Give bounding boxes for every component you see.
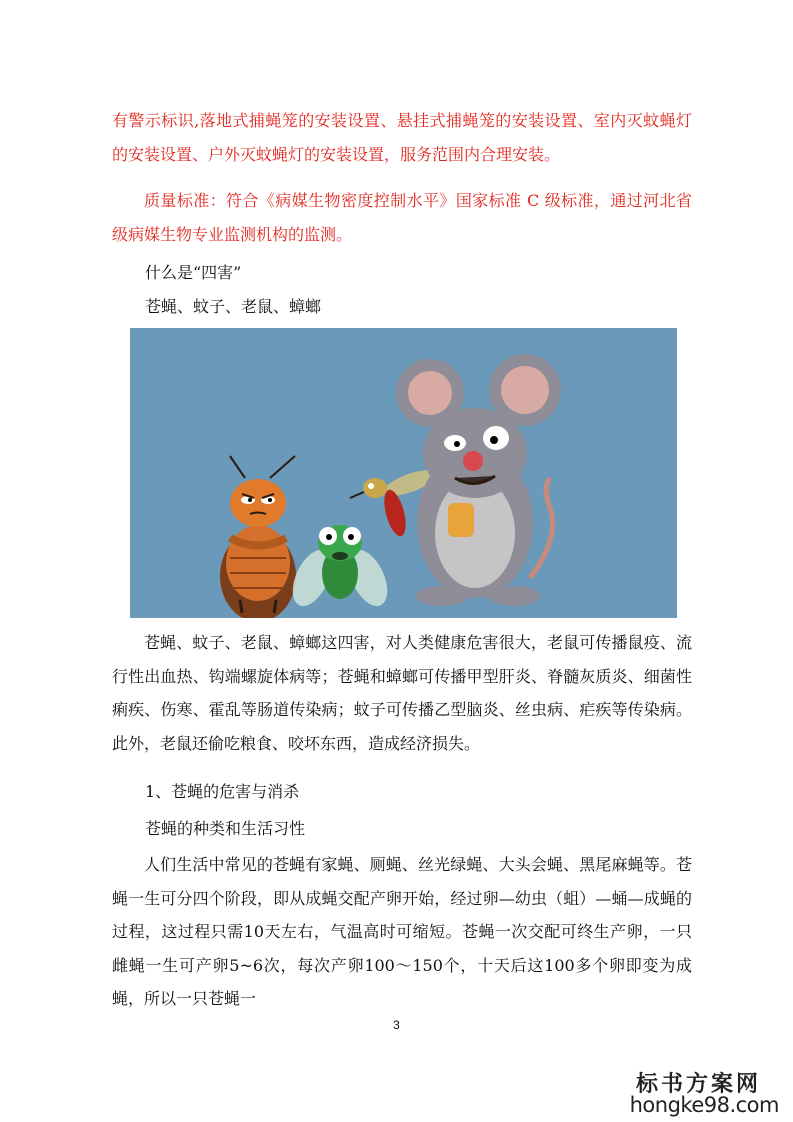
paragraph-quality-standard: 质量标准：符合《病媒生物密度控制水平》国家标准 C 级标准，通过河北省级病媒生物专业监测机构的监测。	[112, 191, 692, 244]
heading-fly-hazards: 1、苍蝇的危害与消杀	[145, 782, 300, 801]
heading-pest-list: 苍蝇、蚊子、老鼠、蟑螂	[145, 297, 322, 316]
heading-four-pests: 什么是“四害”	[145, 263, 242, 282]
page-number: 3	[393, 1018, 400, 1032]
watermark-title: 标书方案网	[635, 1071, 761, 1097]
paragraph-fly-lifecycle: 人们生活中常见的苍蝇有家蝇、厕蝇、丝光绿蝇、大头会蝇、黑尾麻蝇等。苍蝇一生可分四个阶段，即从成蝇交配产卵开始，经过卵—幼虫（蛆）—蛹—成蝇的过程，这过程只需10天左右，气温高时可缩短。苍蝇一次交配可终生产卵，一只雌蝇一生可产卵5~6次，每次产卵100～150个，十天后这100多个卵即变为成蝇，所以一只苍蝇一	[112, 855, 692, 1008]
paragraph-installation: 有警示标识,落地式捕蝇笼的安装设置、悬挂式捕蝇笼的安装设置、室内灭蚊蝇灯的安装设置、户外灭蚊蝇灯的安装设置，服务范围内合理安装。	[112, 111, 692, 164]
heading-fly-types: 苍蝇的种类和生活习性	[145, 819, 306, 838]
watermark-url: hongke98.com	[629, 1093, 779, 1117]
paragraph-pest-hazards: 苍蝇、蚊子、老鼠、蟑螂这四害，对人类健康危害很大，老鼠可传播鼠疫、流行性出血热、钩端螺旋体病等；苍蝇和蟑螂可传播甲型肝炎、脊髓灰质炎、细菌性痢疾、伤寒、霍乱等肠道传染病；蚊子可传播乙型脑炎、丝虫病、疟疾等传染病。此外，老鼠还偷吃粮食、咬坏东西，造成经济损失。	[112, 633, 692, 753]
four-pests-illustration	[130, 328, 677, 618]
